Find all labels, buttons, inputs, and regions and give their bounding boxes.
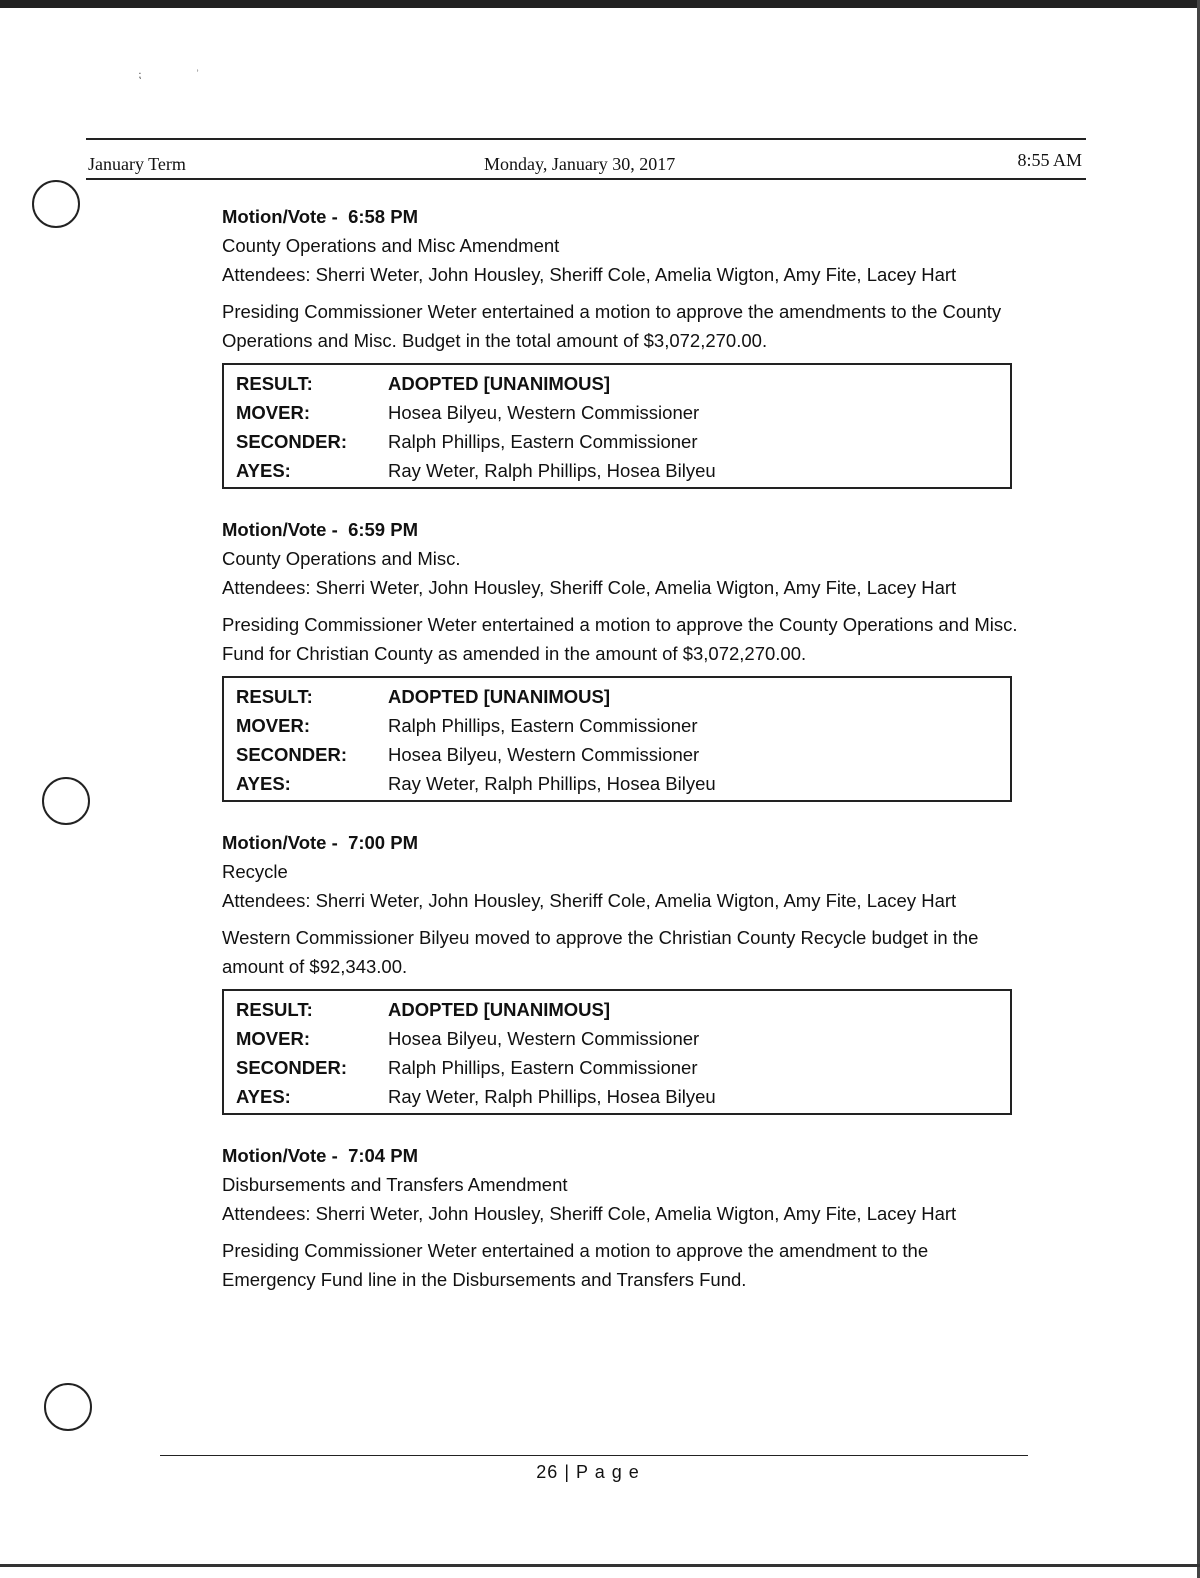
page-number: 26 [536,1462,559,1482]
vote-row-mover [236,1024,1000,1053]
vote-label: SECONDER: [236,1057,348,1078]
motion-label: Motion/Vote - [222,519,338,540]
motion-title [222,515,1022,544]
vote-row-ayes [236,1082,1000,1111]
vote-value: Hosea Bilyeu, Western Commissioner [388,402,700,423]
motion-time: 7:00 PM [348,832,418,853]
vote-value: Ralph Phillips, Eastern Commissioner [388,1057,698,1078]
vote-row-mover [236,711,1000,740]
motion-block [222,202,1022,489]
footer-rule [160,1455,1028,1456]
motion-time: 6:59 PM [348,519,418,540]
vote-row-result [236,369,1000,398]
vote-value: Ray Weter, Ralph Phillips, Hosea Bilyeu [388,773,716,794]
vote-row-mover [236,398,1000,427]
scan-edge-bottom [0,1564,1200,1567]
motion-block [222,828,1022,1115]
motion-block [222,515,1022,802]
vote-value: ADOPTED [UNANIMOUS] [388,686,610,707]
vote-result-table [222,989,1012,1115]
motion-title [222,1141,1022,1170]
vote-value: Ralph Phillips, Eastern Commissioner [388,431,698,452]
vote-label: SECONDER: [236,431,348,452]
vote-label: AYES: [236,1086,291,1107]
vote-label: AYES: [236,460,291,481]
motion-subject: County Operations and Misc Amendment [222,235,560,256]
motion-description: Presiding Commissioner Weter entertained a motion to approve the amendments to the County Operations and Misc. Budget in the total amount of $3,072,270.00. [222,301,1002,351]
motion-label: Motion/Vote - [222,1145,338,1166]
scan-edge-top [0,0,1200,8]
binder-hole-icon [32,180,80,228]
vote-label: MOVER: [236,715,310,736]
vote-row-result [236,995,1000,1024]
vote-value: Ray Weter, Ralph Phillips, Hosea Bilyeu [388,460,716,481]
vote-label: AYES: [236,773,291,794]
meeting-date: Monday, January 30, 2017 [484,154,676,174]
motion-attendees: Attendees: Sherri Weter, John Housley, Sheriff Cole, Amelia Wigton, Amy Fite, Lacey Hart [222,264,957,285]
motion-subject: Disbursements and Transfers Amendment [222,1174,568,1195]
motion-title [222,828,1022,857]
page-footer [0,1462,1200,1483]
header-rule-bottom [86,178,1086,180]
vote-value: ADOPTED [UNANIMOUS] [388,999,610,1020]
vote-row-ayes [236,456,1000,485]
vote-label: MOVER: [236,1028,310,1049]
page-number-group [536,1462,639,1482]
vote-value: Ralph Phillips, Eastern Commissioner [388,715,698,736]
vote-label: RESULT: [236,686,313,707]
term-label: January Term [88,154,186,174]
vote-label: MOVER: [236,402,310,423]
vote-result-table [222,676,1012,802]
motion-label: Motion/Vote - [222,832,338,853]
vote-value: Hosea Bilyeu, Western Commissioner [388,744,700,765]
vote-value: Ray Weter, Ralph Phillips, Hosea Bilyeu [388,1086,716,1107]
meeting-time: 8:55 AM [1017,150,1082,170]
minutes-body [222,202,1022,1314]
motion-subject: Recycle [222,861,288,882]
vote-label: SECONDER: [236,744,348,765]
motion-label: Motion/Vote - [222,206,338,227]
motion-attendees: Attendees: Sherri Weter, John Housley, Sheriff Cole, Amelia Wigton, Amy Fite, Lacey Hart [222,1203,957,1224]
page-word: P a g e [576,1462,640,1482]
vote-value: Hosea Bilyeu, Western Commissioner [388,1028,700,1049]
motion-description: Presiding Commissioner Weter entertained a motion to approve the amendment to the Emergency Fund line in the Disbursements and Transfers Fund. [222,1240,929,1290]
motion-title [222,202,1022,231]
scan-speck: ⁏ [138,70,142,81]
motion-time: 6:58 PM [348,206,418,227]
motion-description: Presiding Commissioner Weter entertained a motion to approve the County Operations and Misc. Fund for Christian County as amended in the amount of $3,072,270.00. [222,614,1018,664]
vote-label: RESULT: [236,373,313,394]
binder-hole-icon [44,1383,92,1431]
vote-row-seconder [236,427,1000,456]
vote-result-table [222,363,1012,489]
motion-description: Western Commissioner Bilyeu moved to approve the Christian County Recycle budget in the amount of $92,343.00. [222,927,979,977]
motion-attendees: Attendees: Sherri Weter, John Housley, Sheriff Cole, Amelia Wigton, Amy Fite, Lacey Hart [222,577,957,598]
motion-subject: County Operations and Misc. [222,548,461,569]
motion-attendees: Attendees: Sherri Weter, John Housley, Sheriff Cole, Amelia Wigton, Amy Fite, Lacey Hart [222,890,957,911]
vote-row-ayes [236,769,1000,798]
scan-speck: ˒ [196,64,200,75]
header-rule-top [86,138,1086,140]
vote-value: ADOPTED [UNANIMOUS] [388,373,610,394]
vote-row-result [236,682,1000,711]
vote-label: RESULT: [236,999,313,1020]
vote-row-seconder [236,740,1000,769]
vote-row-seconder [236,1053,1000,1082]
motion-time: 7:04 PM [348,1145,418,1166]
motion-block [222,1141,1022,1294]
page-header [88,150,1084,178]
page-separator: | [564,1462,570,1482]
binder-hole-icon [42,777,90,825]
